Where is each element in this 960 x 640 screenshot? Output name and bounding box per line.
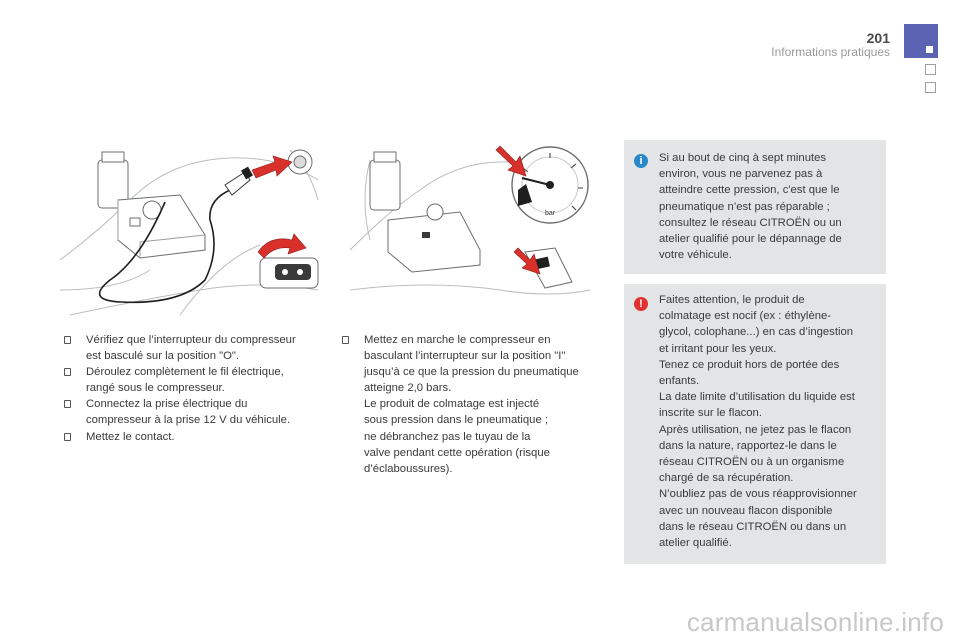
info-panel-text: Si au bout de cinq à sept minutes environ, vous ne parvenez pas à atteindre cette pression, c'est que le pneumatique n’est pas réparable ; consultez le réseau CITROËN ou un atelier qualifié pour le dépannage de votre véhicule. [659,152,842,262]
checkbox-bullet-icon [64,368,71,376]
compressor-gauge-illustration [350,140,600,310]
watermark: carmanualsonline.info [686,607,944,637]
section-tab-marker [926,46,933,53]
list-item: Mettez le contact. [64,429,334,445]
section-tab-outline [925,82,936,93]
steps-list-right [342,332,612,477]
section-title: Informations pratiques [771,45,890,59]
section-tab-outline [925,64,936,75]
warning-panel-text: Faites attention, le produit de colmatage est nocif (ex : éthylène- glycol, colophane...) en cas d’ingestion et irritant pour les yeux. Tenez ce produit hors de portée des enfants. La date limite d’utilisation du liquide est inscrite sur le flacon. Après utilisation, ne jetez pas le flacon dans la nature, rapportez-le dans le réseau CITROËN ou à un organisme chargé de sa récupération. N’oubliez pas de vous réapprovisionner avec un nouveau flacon disponible dans le réseau CITROËN ou dans un atelier qualifié. [659,294,857,550]
section-tab [904,24,938,58]
steps-list-left [64,332,334,445]
checkbox-bullet-icon [64,433,71,441]
checkbox-bullet-icon [342,336,349,344]
compressor-plug-illustration [60,140,320,325]
checkbox-bullet-icon [64,336,71,344]
list-item: Mettez en marche le compresseur en basculant l’interrupteur sur la position "I" jusqu’à ce que la pression du pneumatique atteigne 2,0 bars. Le produit de colmatage est injecté sous pression dans le pneumatique ; ne débranchez pas le tuyau de la valve pendant cette opération (risque d’éclaboussures). [342,332,612,477]
gauge-unit-label: bar [545,210,556,217]
page-number: 201 [866,30,890,46]
list-item: Connectez la prise électrique du compresseur à la prise 12 V du véhicule. [64,396,334,428]
info-panel [624,140,886,274]
checkbox-bullet-icon [64,400,71,408]
info-icon: i [634,154,648,168]
warning-panel [624,284,886,564]
list-item: Vérifiez que l’interrupteur du compresseur est basculé sur la position "O". [64,332,334,364]
warning-icon: ! [634,297,648,311]
list-item: Déroulez complètement le fil électrique, rangé sous le compresseur. [64,364,334,396]
